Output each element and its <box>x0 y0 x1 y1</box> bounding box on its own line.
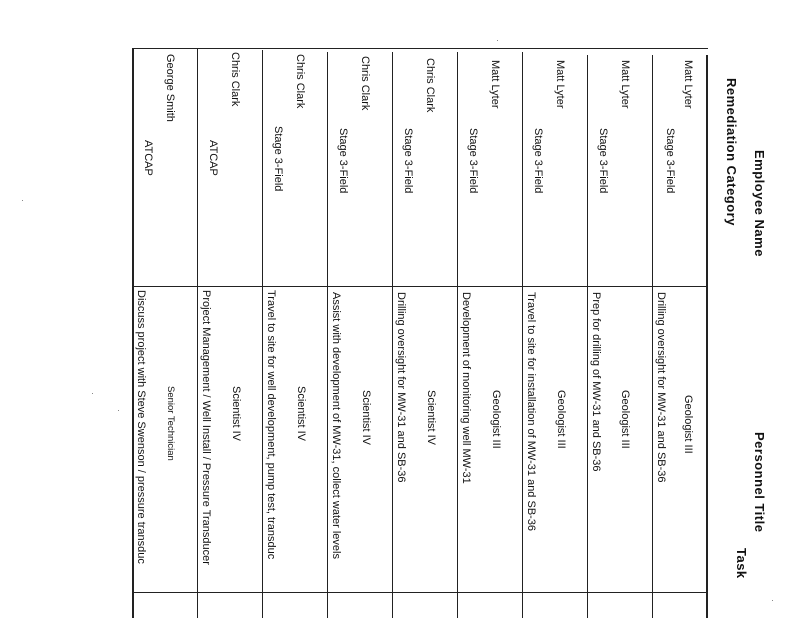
scan-speck <box>118 410 119 411</box>
task-cell: Discuss project with Steve Swenson / pressure transduc <box>135 290 147 564</box>
table-rule <box>652 55 653 618</box>
table-rule <box>132 48 134 618</box>
scan-speck <box>92 393 93 394</box>
employee-name-cell: Chris Clark <box>294 54 306 109</box>
remediation-category-cell: Stage 3-Field <box>664 128 676 194</box>
employee-name-cell: Chris Clark <box>359 56 371 111</box>
employee-name-cell: George Smith <box>164 54 176 122</box>
remediation-category-header: Remediation Category <box>724 78 739 226</box>
table-rule <box>327 52 328 618</box>
table-rule <box>132 286 708 287</box>
remediation-category-cell: ATCAP <box>142 140 154 176</box>
personnel-title-cell: Geologist III <box>490 390 502 449</box>
task-cell: Travel to site for well development, pump test, transduc <box>265 290 277 560</box>
personnel-title-cell: Geologist III <box>555 390 567 449</box>
task-header: Task <box>734 548 749 579</box>
personnel-title-cell: Scientist IV <box>295 386 307 442</box>
employee-name-cell: Matt Lyter <box>682 60 694 109</box>
table-rule <box>392 52 393 618</box>
employee-name-header: Employee Name <box>752 150 767 257</box>
table-rule <box>132 48 708 49</box>
remediation-category-cell: ATCAP <box>207 140 219 176</box>
personnel-title-cell: Scientist IV <box>230 386 242 442</box>
scan-speck <box>772 600 773 601</box>
table-rule <box>132 592 708 593</box>
task-cell: Project Management / Well Install / Pressure Transducer <box>200 290 212 565</box>
task-cell: Drilling oversight for MW-31 and SB-36 <box>395 292 407 483</box>
employee-name-cell: Matt Lyter <box>489 60 501 109</box>
task-cell: Assist with development of MW-31, collect water levels <box>330 292 342 559</box>
personnel-title-header: Personnel Title <box>752 432 767 533</box>
employee-name-cell: Matt Lyter <box>619 60 631 109</box>
task-cell: Travel to site for installation of MW-31 and SB-36 <box>525 292 537 532</box>
personnel-title-cell: Scientist IV <box>360 390 372 446</box>
scan-speck <box>497 40 498 41</box>
remediation-category-cell: Stage 3-Field <box>402 128 414 194</box>
personnel-title-cell: Senior Technician <box>165 386 176 461</box>
employee-name-cell: Chris Clark <box>229 52 241 107</box>
remediation-category-cell: Stage 3-Field <box>532 128 544 194</box>
remediation-category-cell: Stage 3-Field <box>337 128 349 194</box>
table-rule <box>706 55 708 618</box>
employee-name-cell: Matt Lyter <box>554 60 566 109</box>
task-cell: Drilling oversight for MW-31 and SB-36 <box>655 292 667 483</box>
table-rule <box>587 55 588 618</box>
employee-name-cell: Chris Clark <box>424 58 436 113</box>
remediation-category-cell: Stage 3-Field <box>467 128 479 194</box>
table-rule <box>457 52 458 618</box>
personnel-title-cell: Scientist IV <box>425 390 437 446</box>
table-rule <box>522 52 523 618</box>
personnel-title-cell: Geologist III <box>682 395 694 454</box>
table-rule <box>197 48 198 618</box>
task-cell: Development of monitoring well MW-31 <box>460 292 472 484</box>
remediation-category-cell: Stage 3-Field <box>597 128 609 194</box>
table-rule <box>262 50 263 618</box>
remediation-category-cell: Stage 3-Field <box>272 126 284 192</box>
scan-speck <box>22 200 23 201</box>
personnel-title-cell: Geologist III <box>619 390 631 449</box>
task-cell: Prep for drilling of MW-31 and SB-36 <box>590 292 602 472</box>
